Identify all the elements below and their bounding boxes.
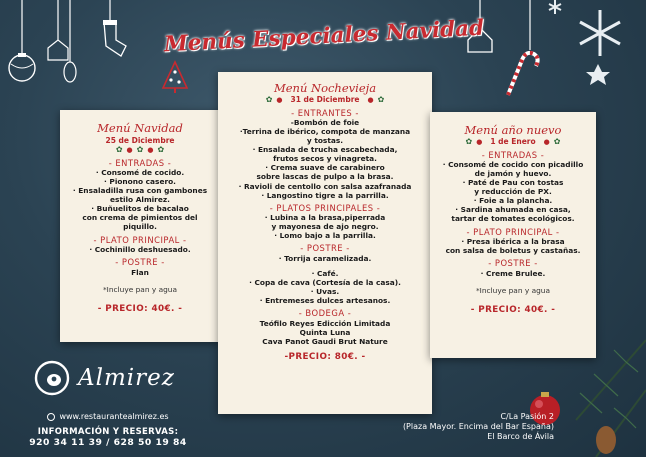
bauble-icon (9, 53, 35, 81)
contact-phones: 920 34 11 39 / 628 50 19 84 (29, 437, 187, 448)
menu-item: · Consomé de cocido con picadillo (442, 160, 584, 170)
pinecone-icon (596, 426, 616, 454)
menu-item: ·Terrina de ibérico, compota de manzana (239, 127, 411, 137)
section-heading: - PLATO PRINCIPAL - (466, 226, 560, 237)
menu-item: · Torrija caramelizada. (278, 253, 372, 263)
holly-garland: ✿ ● 1 de Enero ● ✿ (465, 137, 561, 147)
menu-item: Quinta Luna (299, 327, 351, 337)
menu-item: frutos secos y vinagreta. (273, 154, 377, 164)
section-heading: - ENTRANTES - (291, 107, 359, 118)
menu-item: · Langostino tigre a la parrilla. (261, 190, 389, 200)
menu-item: con salsa de boletus y castañas. (445, 246, 581, 256)
house-icon (48, 40, 68, 60)
brand-logo (34, 358, 194, 398)
section-heading: - POSTRE - (300, 243, 350, 254)
star-icon (586, 64, 610, 85)
menu-item: · Paté de Pau con tostas (462, 178, 564, 188)
menu-item: de jamón y huevo. (474, 169, 552, 179)
address-line: El Barco de Ávila (487, 432, 554, 441)
menu-item: y reducción de PX. (474, 187, 552, 197)
menu-item: tartar de tomates ecológicos. (451, 214, 575, 224)
section-heading: - BODEGA - (298, 308, 352, 319)
section-heading: - PLATO PRINCIPAL - (93, 234, 187, 245)
menu-item: estilo Almirez. (110, 195, 170, 205)
contact-label: INFORMACIÓN Y RESERVAS: (37, 427, 179, 437)
section-heading: - ENTRADAS - (481, 149, 545, 160)
section-heading: - PLATOS PRINCIPALES - (269, 202, 381, 213)
menu-item: · Café. (311, 269, 339, 279)
section-heading: - POSTRE - (488, 258, 538, 269)
snowflake-icon (549, 0, 561, 14)
menu-item: · Copa de cava (Cortesía de la casa). (249, 278, 401, 288)
card-date: 1 de Enero (490, 137, 536, 147)
card-note: *Incluye pan y agua (475, 285, 551, 295)
menu-card-navidad (60, 110, 220, 342)
menu-item: con crema de pimientos del piquillo. (82, 213, 198, 232)
website-link[interactable]: www.restaurantealmirez.es (59, 412, 169, 421)
menu-item: · Lomo bajo a la parrilla. (274, 231, 376, 241)
logo-mortar-icon (34, 360, 70, 396)
website-icon (47, 413, 55, 421)
card-note: *Incluye pan y agua (102, 284, 178, 294)
card-title: Menú Navidad (97, 121, 183, 135)
menu-item: · Presa ibérica a la brasa (461, 237, 565, 247)
address-line: C/La Pasión 2 (500, 412, 554, 421)
card-date: 25 de Diciembre (105, 135, 175, 145)
menu-item: sobre lascas de pulpo a la brasa. (256, 172, 394, 182)
menu-item: · Foie a la plancha. (473, 196, 553, 206)
menu-item: Cava Panot Gaudi Brut Nature (262, 336, 388, 346)
card-price: - PRECIO: 40€. - (470, 304, 556, 315)
card-price: -PRECIO: 80€. - (284, 351, 366, 362)
menu-item: Flan (131, 267, 149, 277)
pinecone-icon (64, 62, 76, 82)
menu-card-ano-nuevo (430, 112, 596, 358)
card-date: 31 de Diciembre (290, 95, 360, 105)
menu-item: · Ensalada de trucha escabechada, (252, 145, 398, 155)
menu-item: Teófilo Reyes Edicción Limitada (259, 318, 391, 328)
address-line: (Plaza Mayor. Encima del Bar España) (402, 422, 554, 431)
holly-garland: ✿ ● 31 de Diciembre ● ✿ (265, 95, 385, 105)
menu-item: · Sardina ahumada en casa, (455, 205, 571, 215)
card-price: - PRECIO: 40€. - (97, 303, 183, 314)
menu-item: · Crema suave de carabinero (265, 163, 385, 173)
menu-item: · Creme Brulee. (480, 268, 546, 278)
menu-item: · Lubina a la brasa,piperrada (264, 213, 386, 223)
section-heading: - ENTRADAS - (108, 157, 172, 168)
menu-item: · Ensaladilla rusa con gambones (72, 186, 208, 196)
menu-item: y mayonesa de ajo negro. (271, 222, 379, 232)
menu-item: · Ravioli de centollo con salsa azafranada (238, 181, 412, 191)
card-title: Menú Nochevieja (273, 81, 377, 95)
card-title: Menú año nuevo (464, 123, 562, 137)
candy-cane-icon (508, 53, 538, 95)
holly-garland: ✿ ● ✿ ● ✿ (115, 145, 165, 155)
menu-item: · Consomé de cocido. (95, 168, 185, 178)
main-title: Menús Especiales Navidad (163, 15, 485, 58)
menu-item: · Pionono casero. (104, 177, 176, 187)
menu-item: · Buñuelitos de bacalao (91, 204, 189, 214)
snowflake-icon (580, 10, 620, 56)
brand-name: Almirez (78, 365, 175, 391)
contact-block (0, 412, 216, 448)
menu-item: y tostas. (306, 136, 344, 146)
section-heading: - POSTRE - (115, 257, 165, 268)
menu-item: · Entremeses dulces artesanos. (259, 296, 391, 306)
menu-item: · Uvas. (310, 287, 340, 297)
christmas-tree-icon (160, 60, 190, 94)
menu-item: -Bombón de foie (290, 118, 360, 128)
stocking-icon (103, 20, 126, 56)
address-block (374, 412, 554, 442)
menu-item: · Cochinillo deshuesado. (89, 245, 191, 255)
menu-card-nochevieja (218, 72, 432, 414)
